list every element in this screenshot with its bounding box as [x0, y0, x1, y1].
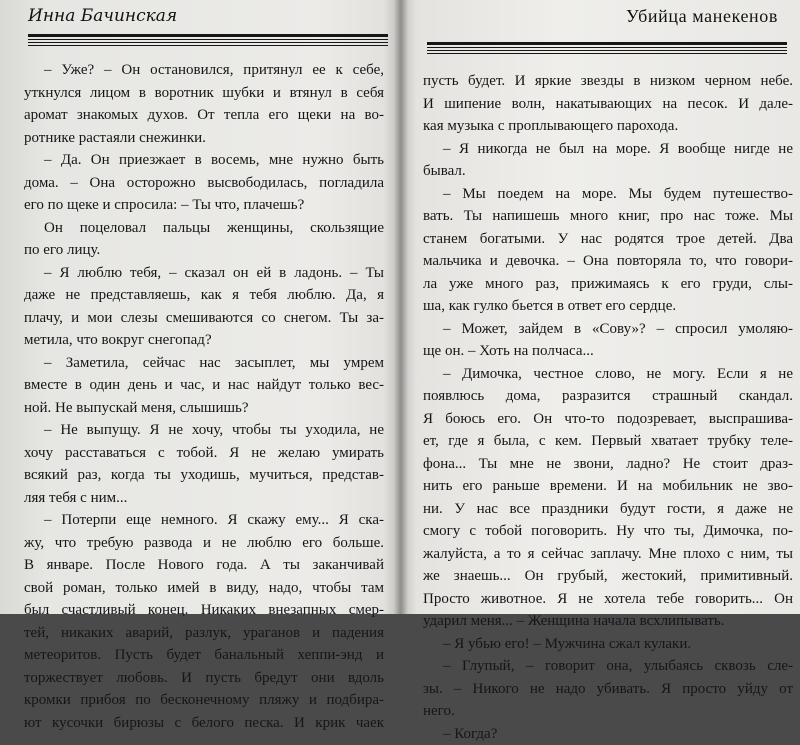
- text-line: ще он. – Хоть на полчаса...: [423, 340, 793, 363]
- text-line: кромки прибоя по бесконечному пляжу и подбира-: [24, 689, 384, 712]
- right-running-head: Убийца манекенов: [626, 6, 778, 27]
- text-line: смогу с тобой поговорить. Ну что ты, Димочка, по-: [423, 520, 793, 543]
- left-page-text: [24, 59, 384, 734]
- text-line: нить его раньше времени. И на мобильник не зво-: [423, 475, 793, 498]
- text-line: по его лицу.: [24, 239, 384, 262]
- left-running-head: Инна Бачинская: [28, 6, 177, 26]
- text-line: Он поцеловал пальцы женщины, скользящие: [24, 217, 384, 240]
- text-line: – Не выпущу. Я не хочу, чтобы ты уходила, не: [24, 419, 384, 442]
- right-page: [405, 0, 800, 614]
- text-line: – Мы поедем на море. Мы будем путешество-: [423, 183, 793, 206]
- left-page: [0, 0, 395, 614]
- text-line: даже не представляешь, как я тебя люблю. Да, я: [24, 284, 384, 307]
- text-line: Просто животное. Я не хотела тебе говорить... Он: [423, 588, 793, 611]
- text-line: – Я люблю тебя, – сказал он ей в ладонь. – Ты: [24, 262, 384, 285]
- text-line: зы. – Никого не надо убивать. Я просто уйду от: [423, 678, 793, 701]
- text-line: мальчика и девочка. – Она повторяла то, что говори-: [423, 250, 793, 273]
- text-line: ударил меня... – Женщина начала всхлипывать.: [423, 610, 793, 633]
- text-line: – Заметила, сейчас нас засыплет, мы умрем: [24, 352, 384, 375]
- text-line: ша, как гулко бьется в ответ его сердце.: [423, 295, 793, 318]
- text-line: ни. У нас все праздники будут гости, я даже не: [423, 498, 793, 521]
- right-header-rule: [427, 42, 787, 55]
- text-line: В январе. После Нового года. А ты заканчивай: [24, 554, 384, 577]
- text-line: – Глупый, – говорит она, улыбаясь сквозь сле-: [423, 655, 793, 678]
- left-header-rule: [28, 34, 388, 47]
- text-line: тей, никаких аварий, разлук, ураганов и падения: [24, 622, 384, 645]
- text-line: фона... Ты мне не звони, ладно? Не стоит драз-: [423, 453, 793, 476]
- text-line: – Да. Он приезжает в восемь, мне нужно быть: [24, 149, 384, 172]
- text-line: – Когда?: [423, 723, 793, 745]
- text-line: – Потерпи еще немного. Я скажу ему... Я ска-: [24, 509, 384, 532]
- text-line: аромат знакомых духов. От тепла его щеки на во-: [24, 104, 384, 127]
- text-line: И шипение волн, накатывающих на песок. И дале-: [423, 93, 793, 116]
- text-line: свой роман, только имей в виду, надо, чтобы там: [24, 577, 384, 600]
- text-line: вместе в один день и час, и нас найдут только вес-: [24, 374, 384, 397]
- text-line: него.: [423, 700, 793, 723]
- text-line: – Димочка, честное слово, не могу. Если я не: [423, 363, 793, 386]
- text-line: ет, где я была, с кем. Первый хватает трубку теле-: [423, 430, 793, 453]
- text-line: – Я убью его! – Мужчина сжал кулаки.: [423, 633, 793, 656]
- right-page-text: [423, 70, 793, 745]
- text-line: – Я никогда не был на море. Я вообще нигде не: [423, 138, 793, 161]
- text-line: торжествует любовь. И пусть бредут они вдоль: [24, 667, 384, 690]
- text-line: кая музыка с проплывающего парохода.: [423, 115, 793, 138]
- text-line: его по щеке и спросила: – Ты что, плачешь?: [24, 194, 384, 217]
- text-line: метеоритов. Пусть будет банальный хеппи-энд и: [24, 644, 384, 667]
- text-line: Я боюсь его. Он что-то подозревает, выспрашива-: [423, 408, 793, 431]
- text-line: – Может, зайдем в «Сову»? – спросил умоляю-: [423, 318, 793, 341]
- text-line: был счастливый конец. Никаких внезапных смер-: [24, 599, 384, 622]
- text-line: ют кусочки бирюзы с белого песка. И крик чаек: [24, 712, 384, 735]
- text-line: ротнике растаяли снежинки.: [24, 127, 384, 150]
- text-line: всякий раз, когда ты уходишь, мучиться, представ-: [24, 464, 384, 487]
- text-line: метила, что вокруг снегопад?: [24, 329, 384, 352]
- text-line: уткнулся лицом в воротник шубки и втянул в себя: [24, 82, 384, 105]
- text-line: появлюсь дома, разразится страшный скандал.: [423, 385, 793, 408]
- text-line: вать. Ты напишешь много книг, про нас тоже. Мы: [423, 205, 793, 228]
- text-line: же знаешь... Он грубый, жестокий, примитивный.: [423, 565, 793, 588]
- text-line: плачу, и мои слезы смешиваются со снегом. Ты за-: [24, 307, 384, 330]
- text-line: жалуйста, а то я сейчас заплачу. Мне плохо с ним, ты: [423, 543, 793, 566]
- text-line: бывал.: [423, 160, 793, 183]
- text-line: станем богатыми. У нас родятся трое детей. Два: [423, 228, 793, 251]
- text-line: ляя тебя с ним...: [24, 487, 384, 510]
- text-line: ла уже много раз, прижимаясь к его груди, слы-: [423, 273, 793, 296]
- text-line: дома. – Она осторожно высвободилась, погладила: [24, 172, 384, 195]
- text-line: – Уже? – Он остановился, притянул ее к себе,: [24, 59, 384, 82]
- text-line: ной. Не выпускай меня, слышишь?: [24, 397, 384, 420]
- text-line: жу, что требую развода и не люблю его больше.: [24, 532, 384, 555]
- text-line: пусть будет. И яркие звезды в низком черном небе.: [423, 70, 793, 93]
- text-line: хочу расставаться с тобой. Я не желаю умирать: [24, 442, 384, 465]
